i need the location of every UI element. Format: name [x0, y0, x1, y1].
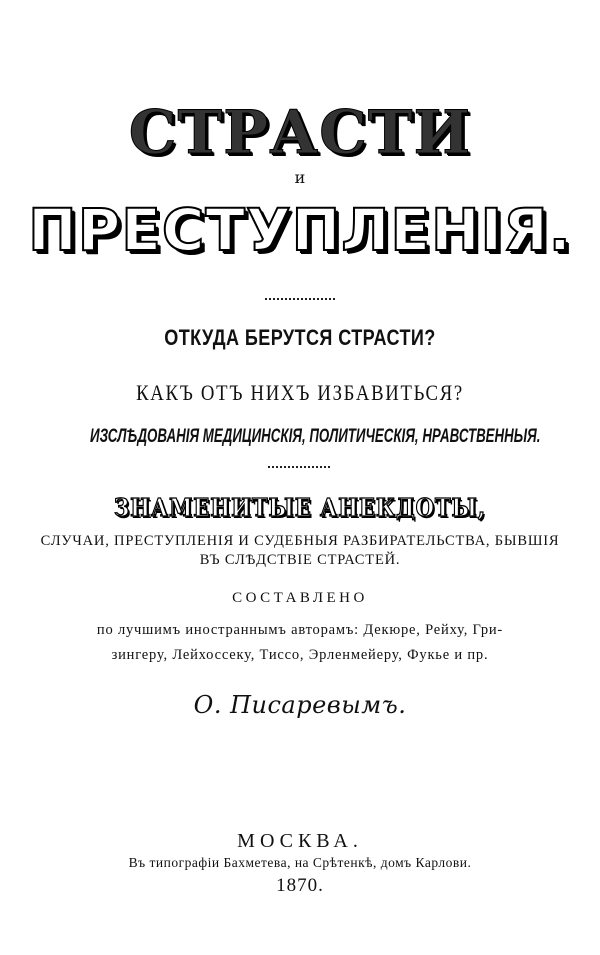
main-title-2: ПРЕСТУПЛЕНІЯ.	[28, 196, 572, 264]
imprint-press: Въ типографіи Бахметева, на Срѣтенкѣ, домъ Карлови.	[128, 855, 472, 870]
sources-line-2: зингеру, Лейхоссеку, Тиссо, Эрленмейеру, Фукье и пр.	[111, 647, 489, 663]
subtitle-studies: ИЗСЛѢДОВАНІЯ МЕДИЦИНСКІЯ, ПОЛИТИЧЕСКІЯ, НРАВСТВЕННЫЯ.	[90, 426, 541, 447]
rule-ornament-icon	[268, 466, 332, 468]
main-title-1: СТРАСТИ	[128, 98, 472, 168]
compiled-label: СОСТАВЛЕНО	[232, 590, 368, 606]
dotted-ornament-icon	[265, 298, 335, 300]
subtitle-question-2: КАКЪ ОТЪ НИХЪ ИЗБАВИТЬСЯ?	[136, 380, 464, 405]
description-line-1: СЛУЧАИ, ПРЕСТУПЛЕНІЯ И СУДЕБНЫЯ РАЗБИРАТЕЛЬСТВА, БЫВШІЯ	[40, 533, 560, 549]
imprint-year: 1870.	[276, 875, 324, 896]
title-conjunction: и	[294, 168, 306, 187]
imprint-city: МОСКВА.	[237, 830, 363, 852]
sources-line-1: по лучшимъ иностраннымъ авторамъ: Декюре, Рейху, Гри-	[96, 622, 504, 638]
anecdotes-heading: ЗНАМЕНИТЫЕ АНЕКДОТЫ,	[113, 493, 487, 522]
description-line-2: ВЪ СЛѢДСТВІЕ СТРАСТЕЙ.	[199, 552, 401, 568]
author-signature: О. Писаревымъ.	[193, 691, 407, 719]
subtitle-question-1: ОТКУДА БЕРУТСЯ СТРАСТИ?	[164, 325, 436, 350]
